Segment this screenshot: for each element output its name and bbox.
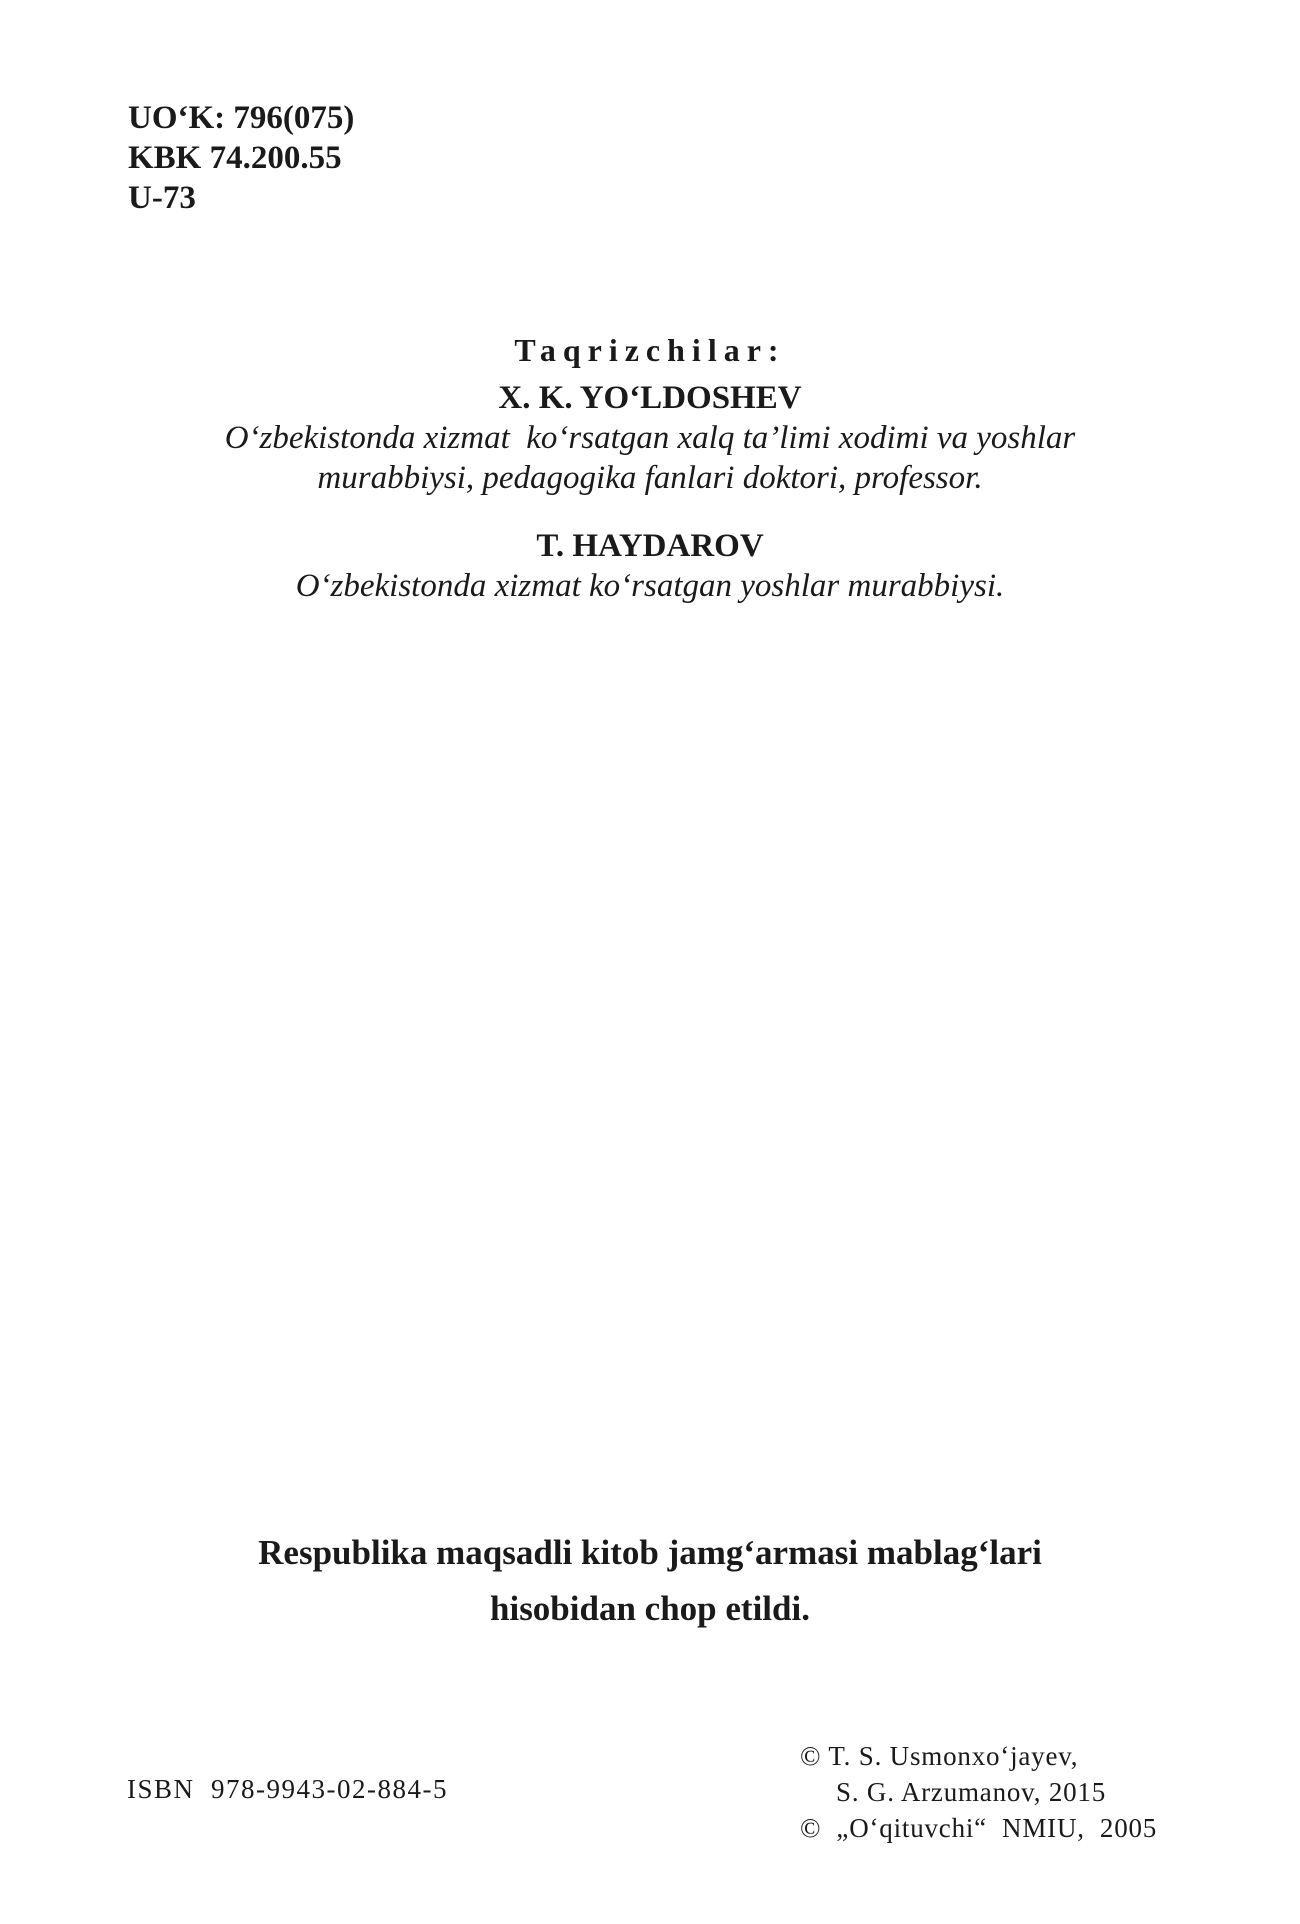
reviewers-section: [0, 330, 1300, 606]
funding-note: [0, 1525, 1300, 1637]
kbk-code: KBK 74.200.55: [128, 140, 342, 176]
reviewer-description-1-line-1: O‘zbekistonda xizmat ko‘rsatgan xalq ta’limi xodimi va yoshlar: [224, 420, 1076, 456]
copyright-line-2: S. G. Arzumanov, 2015: [836, 1777, 1107, 1807]
reviewer-spacer: [0, 498, 1300, 526]
reviewers-heading: Taqrizchilar:: [514, 332, 786, 368]
copyright-block: [800, 1738, 1157, 1846]
reviewer-description-2: O‘zbekistonda xizmat ko‘rsatgan yoshlar murabbiysi.: [295, 568, 1005, 604]
reviewer-name-1: X. K. YO‘LDOSHEV: [498, 380, 802, 416]
classification-codes: [128, 98, 354, 218]
uok-code: UO‘K: 796(075): [128, 100, 355, 136]
funding-note-line-2: hisobidan chop etildi.: [490, 1589, 810, 1628]
reviewer-description-1-line-2: murabbiysi, pedagogika fanlari doktori, professor.: [317, 460, 983, 496]
funding-note-line-1: Respublika maqsadli kitob jamg‘armasi mablag‘lari: [258, 1533, 1042, 1572]
copyright-line-3: © „O‘qituvchi“ NMIU, 2005: [800, 1813, 1158, 1843]
author-mark: U-73: [128, 180, 196, 216]
copyright-line-1: © T. S. Usmonxo‘jayev,: [800, 1741, 1079, 1771]
reviewer-name-2: T. HAYDAROV: [536, 528, 764, 564]
isbn-number: ISBN 978-9943-02-884-5: [127, 1774, 448, 1804]
